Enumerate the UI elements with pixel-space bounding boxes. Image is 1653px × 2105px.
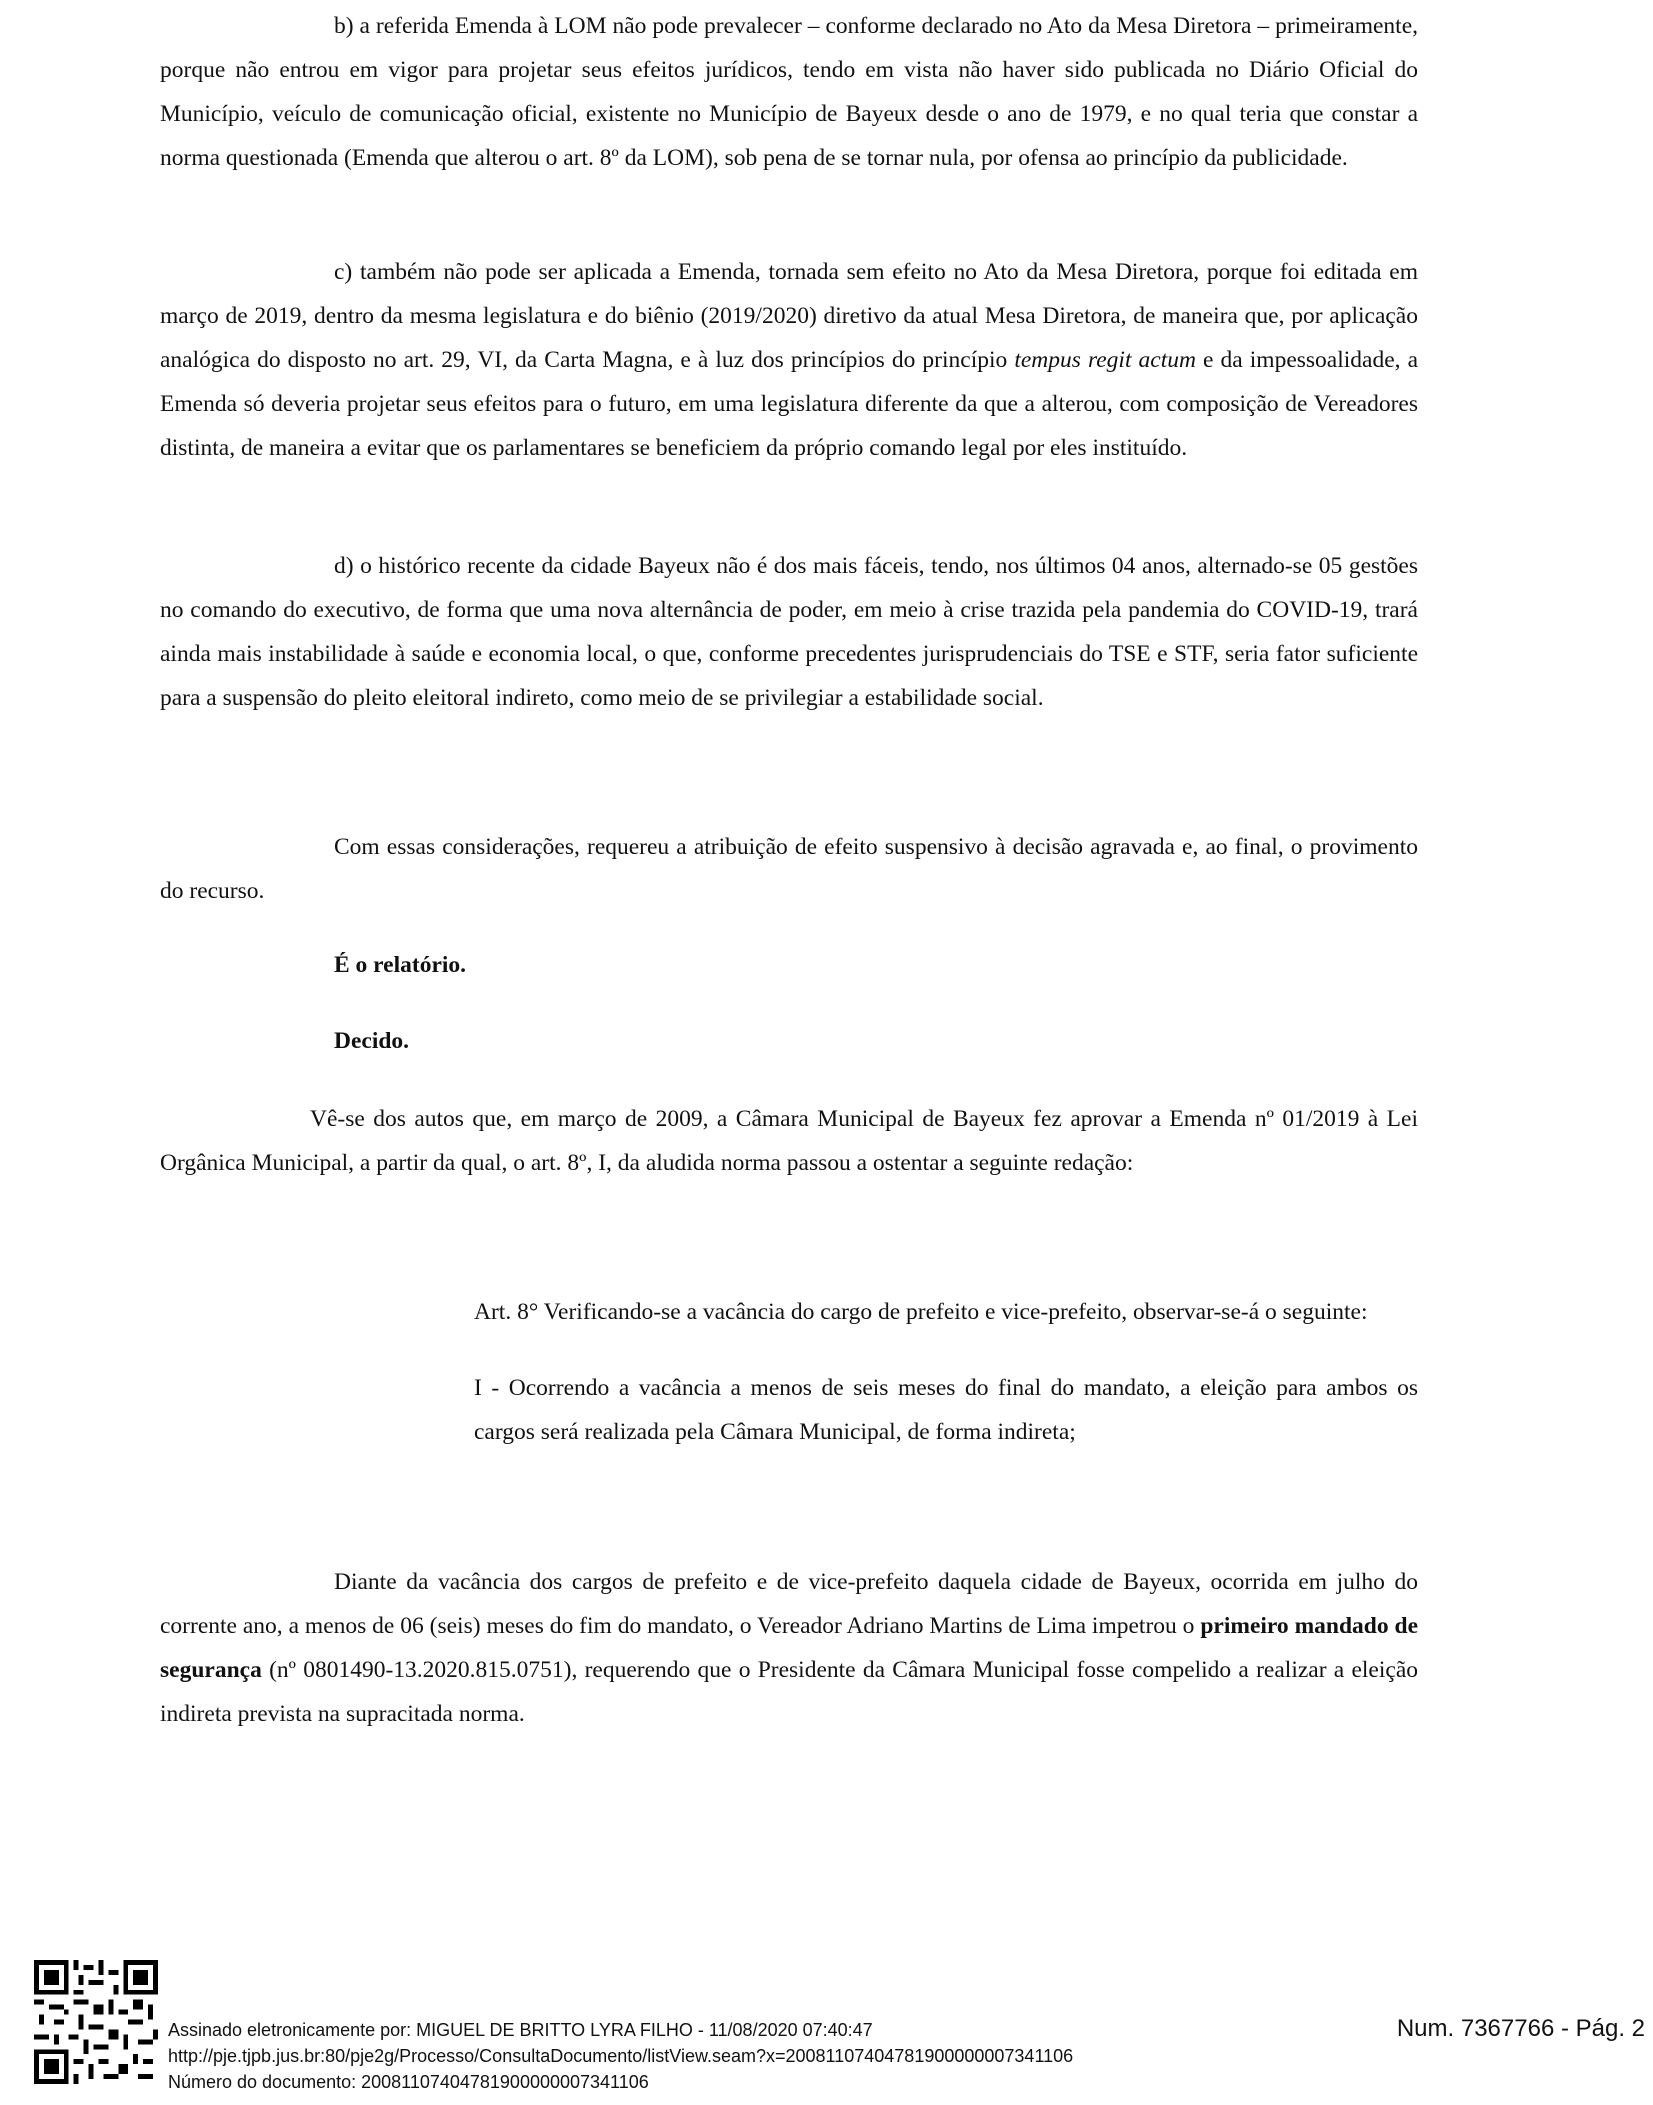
paragraph-diante	[160, 1560, 1418, 1736]
paragraph-b: b) a referida Emenda à LOM não pode prevalecer – conforme declarado no Ato da Mesa Diretora – primeiramente, porque não entrou em vigor para projetar seus efeitos jurídicos, tendo em vista não haver sido publicada no Diário Oficial do Município, veículo de comunicação oficial, existente no Município de Bayeux desde o ano de 1979, e no qual teria que constar a norma questionada (Emenda que alterou o art. 8º da LOM), sob pena de se tornar nula, por ofensa ao princípio da publicidade.	[160, 13, 1418, 171]
paragraph-diante-part1: Diante da vacância dos cargos de prefeito e de vice-prefeito daquela cidade de Bayeux, ocorrida em julho do corrente ano, a menos de 06 (seis) meses do fim do mandato, o Vereador Adriano Martins de Lima impetrou o	[160, 1569, 1418, 1639]
footer-document-number: Número do documento: 20081107404781900000007341106	[168, 2072, 649, 2092]
heading-decido: Decido.	[334, 1028, 410, 1054]
paragraph-c	[160, 250, 1418, 470]
quote-art8: Art. 8° Verificando-se a vacância do cargo de prefeito e vice-prefeito, observar-se-á o seguinte:	[474, 1299, 1368, 1325]
qr-code-icon	[34, 1960, 158, 2084]
paragraph-vese: Vê-se dos autos que, em março de 2009, a Câmara Municipal de Bayeux fez aprovar a Emenda nº 01/2019 à Lei Orgânica Municipal, a partir da qual, o art. 8º, I, da aludida norma passou a ostentar a seguinte redação:	[160, 1106, 1418, 1176]
footer-signed: Assinado eletronicamente por: MIGUEL DE BRITTO LYRA FILHO - 11/08/2020 07:40:47	[168, 2020, 873, 2040]
paragraph-consideracoes: Com essas considerações, requereu a atribuição de efeito suspensivo à decisão agravada e, ao final, o provimento do recurso.	[160, 834, 1418, 904]
paragraph-c-part2: e da impessoalidade, a Emenda só deveria projetar seus efeitos para o futuro, em uma legislatura diferente da que a alterou, com composição de Vereadores distinta, de maneira a evitar que os parlamentares se beneficiem da próprio comando legal por eles instituído.	[160, 347, 1418, 461]
paragraph-diante-bold: primeiro mandado de segurança	[160, 1613, 1418, 1683]
footer-url[interactable]: http://pje.tjpb.jus.br:80/pje2g/Processo/ConsultaDocumento/listView.seam?x=20081107404781900000007341106	[168, 2046, 1074, 2066]
page-number: Num. 7367766 - Pág. 2	[1396, 2015, 1645, 2042]
quote-inciso-i: I - Ocorrendo a vacância a menos de seis meses do final do mandato, a eleição para ambos os cargos será realizada pela Câmara Municipal, de forma indireta;	[474, 1375, 1418, 1445]
paragraph-diante-part2: (nº 0801490-13.2020.815.0751), requerendo que o Presidente da Câmara Municipal fosse compelido a realizar a eleição indireta prevista na supracitada norma.	[160, 1657, 1418, 1727]
paragraph-c-part1: c) também não pode ser aplicada a Emenda, tornada sem efeito no Ato da Mesa Diretora, porque foi editada em março de 2019, dentro da mesma legislatura e do biênio (2019/2020) diretivo da atual Mesa Diretora, de maneira que, por aplicação analógica do disposto no art. 29, VI, da Carta Magna, e à luz dos princípios do princípio	[160, 259, 1418, 373]
paragraph-d: d) o histórico recente da cidade Bayeux não é dos mais fáceis, tendo, nos últimos 04 anos, alternado-se 05 gestões no comando do executivo, de forma que uma nova alternância de poder, em meio à crise trazida pela pandemia do COVID-19, trará ainda mais instabilidade à saúde e economia local, o que, conforme precedentes jurisprudenciais do TSE e STF, seria fator suficiente para a suspensão do pleito eleitoral indireto, como meio de se privilegiar a estabilidade social.	[160, 553, 1418, 711]
paragraph-c-latin: tempus regit actum	[1014, 347, 1196, 373]
heading-relatorio: É o relatório.	[334, 952, 467, 978]
